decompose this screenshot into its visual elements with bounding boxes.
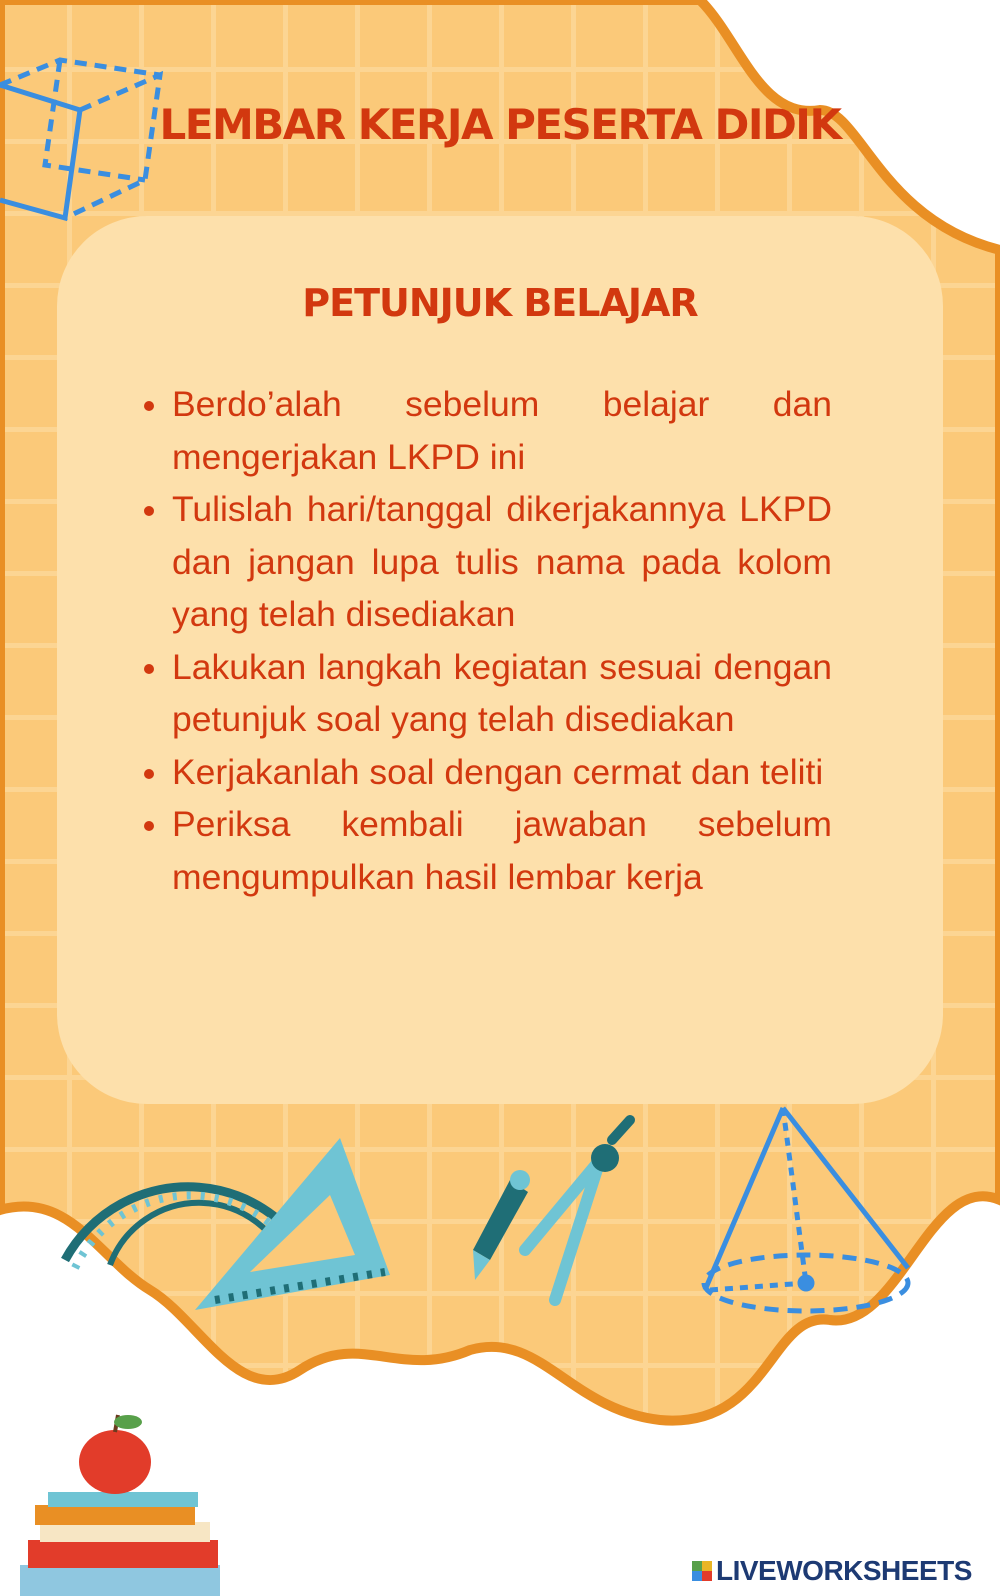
list-item: Berdo’alah sebelum belajar dan mengerjakan LKPD ini [140, 378, 832, 483]
list-item: Kerjakanlah soal dengan cermat dan teliti [140, 746, 832, 799]
instructions-list [140, 378, 832, 903]
page-title: LEMBAR KERJA PESERTA DIDIK [159, 100, 841, 149]
liveworksheets-logo-icon [692, 1561, 712, 1581]
watermark[interactable] [692, 1555, 972, 1587]
watermark-text: LIVEWORKSHEETS [716, 1555, 972, 1586]
book-stack-icon [20, 1492, 220, 1596]
instructions-heading: PETUNJUK BELAJAR [302, 281, 698, 325]
apple-icon [79, 1415, 151, 1494]
list-item: Periksa kembali jawaban sebelum mengumpulkan hasil lembar kerja [140, 798, 832, 903]
list-item: Lakukan langkah kegiatan sesuai dengan petunjuk soal yang telah disediakan [140, 641, 832, 746]
list-item: Tulislah hari/tanggal dikerjakannya LKPD dan jangan lupa tulis nama pada kolom yang telah disediakan [140, 483, 832, 641]
